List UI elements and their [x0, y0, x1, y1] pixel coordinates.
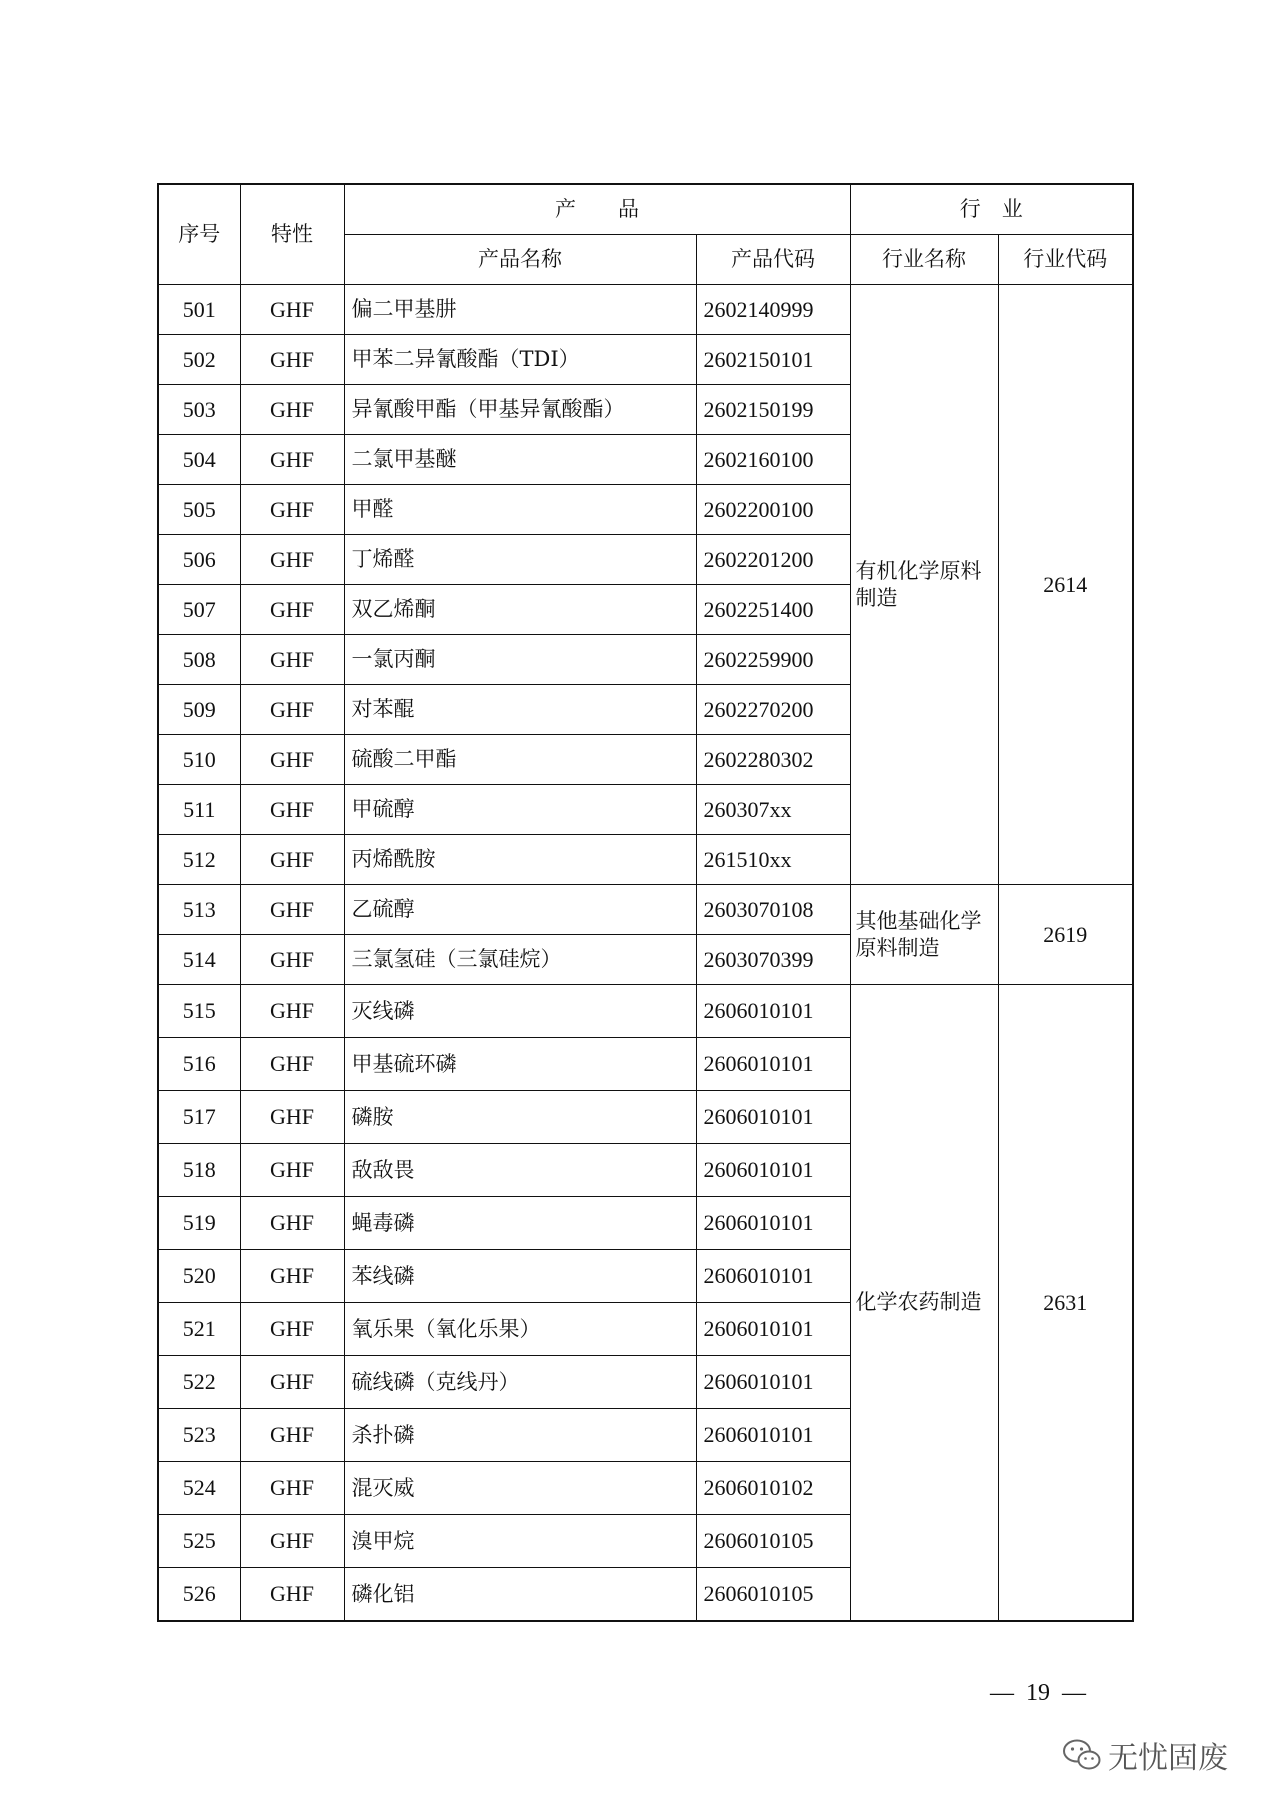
row-product-code: 2606010101 — [696, 985, 850, 1038]
row-product-name: 硫线磷（克线丹） — [344, 1356, 696, 1409]
row-product-code: 2606010101 — [696, 1091, 850, 1144]
row-property: GHF — [240, 485, 344, 535]
row-property: GHF — [240, 1515, 344, 1568]
row-product-code: 2606010105 — [696, 1515, 850, 1568]
row-product-code: 2602259900 — [696, 635, 850, 685]
table-row — [158, 985, 1133, 1038]
row-product-name: 丁烯醛 — [344, 535, 696, 585]
row-seq: 514 — [158, 935, 240, 985]
row-seq: 518 — [158, 1144, 240, 1197]
row-product-name: 对苯醌 — [344, 685, 696, 735]
row-product-name: 异氰酸甲酯（甲基异氰酸酯） — [344, 385, 696, 435]
row-product-code: 2603070108 — [696, 885, 850, 935]
row-product-name: 敌敌畏 — [344, 1144, 696, 1197]
row-product-code: 2602270200 — [696, 685, 850, 735]
header-industry-code: 行业代码 — [998, 235, 1133, 285]
row-seq: 508 — [158, 635, 240, 685]
row-property: GHF — [240, 1091, 344, 1144]
header-industry-name: 行业名称 — [850, 235, 998, 285]
row-property: GHF — [240, 1356, 344, 1409]
table-row — [158, 885, 1133, 935]
row-seq: 506 — [158, 535, 240, 585]
row-property: GHF — [240, 635, 344, 685]
row-product-code: 2602280302 — [696, 735, 850, 785]
row-product-code: 2602200100 — [696, 485, 850, 535]
row-seq: 522 — [158, 1356, 240, 1409]
row-seq: 517 — [158, 1091, 240, 1144]
row-product-code: 2606010101 — [696, 1409, 850, 1462]
row-product-code: 2602150101 — [696, 335, 850, 385]
industry-code-cell: 2631 — [998, 985, 1133, 1622]
industry-code-cell: 2614 — [998, 285, 1133, 885]
row-seq: 504 — [158, 435, 240, 485]
row-product-name: 硫酸二甲酯 — [344, 735, 696, 785]
row-seq: 509 — [158, 685, 240, 735]
row-product-code: 261510xx — [696, 835, 850, 885]
row-seq: 519 — [158, 1197, 240, 1250]
row-product-name: 磷胺 — [344, 1091, 696, 1144]
row-product-code: 2606010101 — [696, 1303, 850, 1356]
page-number: — 19 — — [990, 1680, 1086, 1706]
row-product-name: 甲苯二异氰酸酯（TDI） — [344, 335, 696, 385]
row-seq: 521 — [158, 1303, 240, 1356]
wechat-icon — [1062, 1738, 1102, 1772]
row-product-code: 2606010101 — [696, 1038, 850, 1091]
row-property: GHF — [240, 335, 344, 385]
row-product-name: 蝇毒磷 — [344, 1197, 696, 1250]
row-seq: 513 — [158, 885, 240, 935]
row-seq: 507 — [158, 585, 240, 635]
row-product-name: 杀扑磷 — [344, 1409, 696, 1462]
row-product-name: 磷化铝 — [344, 1568, 696, 1622]
row-product-name: 丙烯酰胺 — [344, 835, 696, 885]
row-seq: 512 — [158, 835, 240, 885]
row-product-name: 氧乐果（氧化乐果） — [344, 1303, 696, 1356]
table-row — [158, 285, 1133, 335]
product-industry-table — [157, 183, 1134, 1622]
row-seq: 526 — [158, 1568, 240, 1622]
row-seq: 525 — [158, 1515, 240, 1568]
row-property: GHF — [240, 1303, 344, 1356]
header-product-name: 产品名称 — [344, 235, 696, 285]
row-seq: 501 — [158, 285, 240, 335]
row-product-name: 一氯丙酮 — [344, 635, 696, 685]
row-seq: 502 — [158, 335, 240, 385]
row-property: GHF — [240, 685, 344, 735]
row-product-name: 二氯甲基醚 — [344, 435, 696, 485]
row-product-code: 2602251400 — [696, 585, 850, 635]
row-seq: 505 — [158, 485, 240, 535]
row-property: GHF — [240, 535, 344, 585]
row-product-name: 灭线磷 — [344, 985, 696, 1038]
row-seq: 524 — [158, 1462, 240, 1515]
industry-code-cell: 2619 — [998, 885, 1133, 985]
row-seq: 511 — [158, 785, 240, 835]
row-property: GHF — [240, 1250, 344, 1303]
row-property: GHF — [240, 1462, 344, 1515]
row-property: GHF — [240, 985, 344, 1038]
row-property: GHF — [240, 285, 344, 335]
header-seq: 序号 — [158, 184, 240, 285]
row-property: GHF — [240, 385, 344, 435]
row-property: GHF — [240, 585, 344, 635]
row-property: GHF — [240, 885, 344, 935]
row-property: GHF — [240, 1409, 344, 1462]
row-product-name: 双乙烯酮 — [344, 585, 696, 635]
header-property: 特性 — [240, 184, 344, 285]
header-product-code: 产品代码 — [696, 235, 850, 285]
industry-name-cell: 其他基础化学原料制造 — [850, 885, 998, 985]
row-product-name: 甲硫醇 — [344, 785, 696, 835]
row-product-name: 偏二甲基肼 — [344, 285, 696, 335]
industry-name-cell: 有机化学原料制造 — [850, 285, 998, 885]
row-product-name: 乙硫醇 — [344, 885, 696, 935]
row-property: GHF — [240, 1568, 344, 1622]
row-product-code: 2602150199 — [696, 385, 850, 435]
row-product-code: 2606010102 — [696, 1462, 850, 1515]
row-property: GHF — [240, 735, 344, 785]
row-product-code: 2606010101 — [696, 1356, 850, 1409]
row-product-code: 2606010101 — [696, 1250, 850, 1303]
row-seq: 516 — [158, 1038, 240, 1091]
row-product-name: 三氯氢硅（三氯硅烷） — [344, 935, 696, 985]
header-product-group: 产 品 — [344, 184, 850, 235]
row-product-name: 混灭威 — [344, 1462, 696, 1515]
row-product-code: 260307xx — [696, 785, 850, 835]
row-seq: 515 — [158, 985, 240, 1038]
row-seq: 510 — [158, 735, 240, 785]
industry-name-cell: 化学农药制造 — [850, 985, 998, 1622]
row-product-name: 溴甲烷 — [344, 1515, 696, 1568]
row-product-code: 2602140999 — [696, 285, 850, 335]
watermark — [1062, 1733, 1228, 1777]
row-property: GHF — [240, 785, 344, 835]
row-product-code: 2606010105 — [696, 1568, 850, 1622]
row-property: GHF — [240, 1197, 344, 1250]
row-product-name: 甲醛 — [344, 485, 696, 535]
row-product-code: 2602201200 — [696, 535, 850, 585]
row-product-name: 苯线磷 — [344, 1250, 696, 1303]
row-property: GHF — [240, 1038, 344, 1091]
row-seq: 523 — [158, 1409, 240, 1462]
watermark-text: 无忧固废 — [1108, 1741, 1228, 1776]
row-product-code: 2603070399 — [696, 935, 850, 985]
row-property: GHF — [240, 835, 344, 885]
row-product-name: 甲基硫环磷 — [344, 1038, 696, 1091]
row-seq: 520 — [158, 1250, 240, 1303]
row-product-code: 2606010101 — [696, 1144, 850, 1197]
row-property: GHF — [240, 935, 344, 985]
row-product-code: 2606010101 — [696, 1197, 850, 1250]
row-seq: 503 — [158, 385, 240, 435]
header-industry-group: 行 业 — [850, 184, 1133, 235]
row-property: GHF — [240, 435, 344, 485]
row-product-code: 2602160100 — [696, 435, 850, 485]
row-property: GHF — [240, 1144, 344, 1197]
